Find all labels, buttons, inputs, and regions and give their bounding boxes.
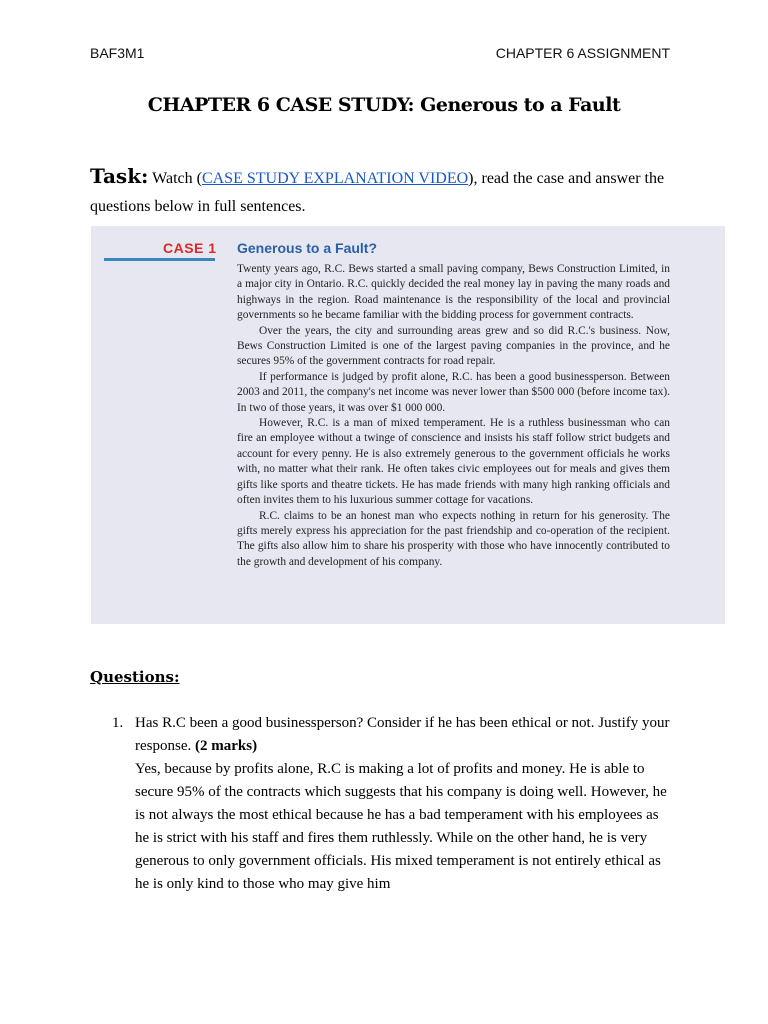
case-paragraph: Twenty years ago, R.C. Bews started a small paving company, Bews Construction Limited, in a major city in Ontario. R.C. quickly decided the real money lay in paving the many roads and highways in the region. Road maintenance is the responsibility of the local and provincial governments so he became familiar with the bidding process for government contracts. [237,263,670,322]
case-paragraph: However, R.C. is a man of mixed temperament. He is a ruthless businessman who can fire an employee without a twinge of conscience and insists his staff follow strict budgets and account for every penny. He is also extremely generous to the government officials he works with, no matter what their rank. He often takes civic employees out for meals and gives them gifts like sports and theatre tickets. He has made friends with many high ranking officials and often invites them to his luxurious summer cottage for vacations. [237,417,670,507]
task-instructions [90,162,690,221]
case-title: Generous to a Fault? [237,240,378,256]
case-paragraph: R.C. claims to be an honest man who expects nothing in return for his generosity. The gifts merely express his appreciation for the past friendship and co-operation of the recipient. The gifts also allow him to share his prosperity with those who have innocently contributed to the growth and development of his company. [237,509,670,568]
case-body [237,262,670,570]
question-prompt [135,712,675,758]
question-number: 1. [112,715,124,731]
case-paragraph: If performance is judged by profit alone, R.C. has been a good businessperson. Between 2003 and 2011, the company's net income was never lower than $500 000 (before income tax). In two of those years, it was over $1 000 000. [237,370,670,414]
header-course-code: BAF3M1 [90,45,145,61]
question-answer: Yes, because by profits alone, R.C is making a lot of profits and money. He is able to secure 95% of the contracts which suggests that his company is doing well. However, he is not always the most ethical because he has a bad temperament with his employees as he is strict with his staff and fires them ruthlessly. While on the other hand, he is very generous to only government officials. His mixed temperament is not entirely ethical as he is only kind to those who may give him [135,761,667,892]
header-assignment-label: CHAPTER 6 ASSIGNMENT [495,45,670,61]
task-text-pre: Watch ( [148,170,202,187]
task-text-post: ), read the case and answer the questions below in full sentences. [90,170,665,215]
questions-heading: Questions: [90,668,180,686]
page-title: CHAPTER 6 CASE STUDY: Generous to a Fault [147,94,621,116]
question-marks: (2 marks) [195,738,258,754]
question-item [135,712,675,896]
case-label-rule [104,258,215,261]
case-label: CASE 1 [163,240,217,256]
case-paragraph: Over the years, the city and surrounding areas grew and so did R.C.'s business. Now, Bews Construction Limited is one of the largest paving companies in the province, and he secures 95% of the government contracts for road repair. [237,324,670,368]
case-study-video-link[interactable]: CASE STUDY EXPLANATION VIDEO [201,170,469,187]
question-prompt-text: Has R.C been a good businessperson? Consider if he has been ethical or not. Justify your response. [135,715,670,754]
task-label: Task: [90,164,149,188]
